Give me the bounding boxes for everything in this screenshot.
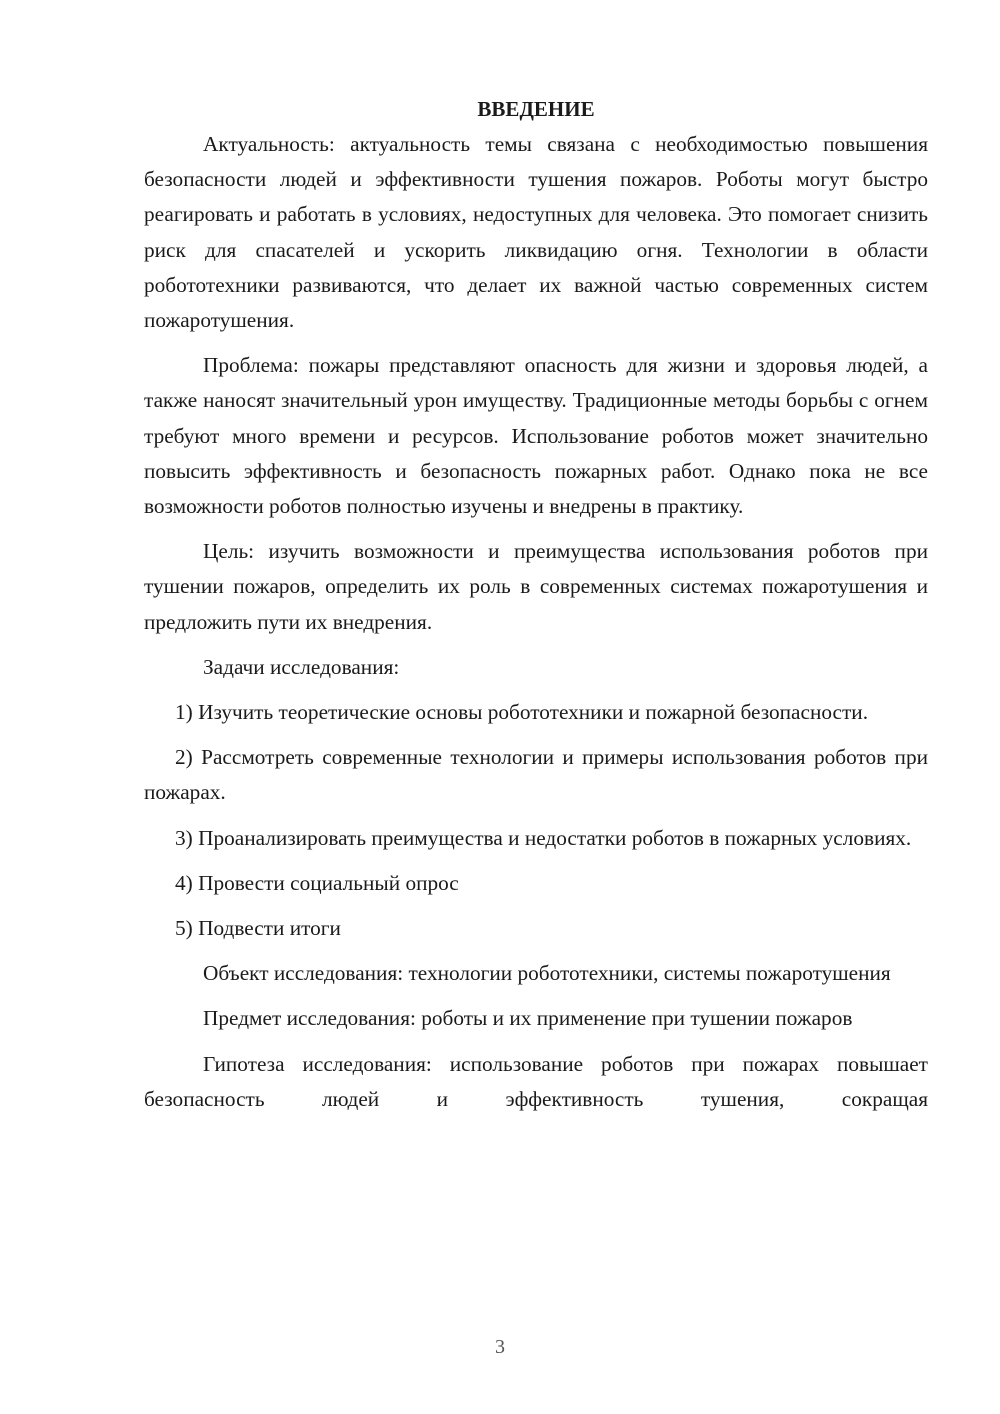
paragraph-subject: Предмет исследования: роботы и их применение при тушении пожаров bbox=[203, 1006, 853, 1031]
paragraph-object: Объект исследования: технологии робототехники, системы пожаротушения bbox=[203, 961, 891, 986]
task-item-3: 3) Проанализировать преимущества и недостатки роботов в пожарных условиях. bbox=[175, 825, 912, 850]
task-item-1: 1) Изучить теоретические основы робототехники и пожарной безопасности. bbox=[175, 700, 869, 725]
paragraph-goal: Цель: изучить возможности и преимущества использования роботов при тушении пожаров, определить их роль в современных системах пожаротушения и предложить пути их внедрения. bbox=[144, 539, 928, 634]
page-number: 3 bbox=[495, 1336, 505, 1358]
paragraph-problem: Проблема: пожары представляют опасность для жизни и здоровья людей, а также наносят значительный урон имуществу. Традиционные методы борьбы с огнем требуют много времени и ресурсов. Использование роботов может значительно повысить эффективность и безопасность пожарных работ. Однако пока не все возможности роботов полностью изучены и внедрены в практику. bbox=[144, 353, 928, 519]
paragraph-hypothesis: Гипотеза исследования: использование роботов при пожарах повышает безопасность людей и эффективность тушения, сокращая bbox=[144, 1051, 928, 1111]
paragraph-relevance: Актуальность: актуальность темы связана с необходимостью повышения безопасности людей и эффективности тушения пожаров. Роботы могут быстро реагировать и работать в условиях, недоступных для человека. Это помогает снизить риск для спасателей и ускорить ликвидацию огня. Технологии в области робототехники развиваются, что делает их важной частью современных систем пожаротушения. bbox=[144, 132, 928, 333]
task-item-5: 5) Подвести итоги bbox=[175, 916, 341, 941]
task-item-2: 2) Рассмотреть современные технологии и примеры использования роботов при пожарах. bbox=[144, 745, 928, 805]
task-item-4: 4) Провести социальный опрос bbox=[175, 870, 459, 895]
paragraph-tasks-heading: Задачи исследования: bbox=[203, 654, 400, 679]
section-title: ВВЕДЕНИЕ bbox=[477, 97, 595, 121]
document-page bbox=[144, 92, 928, 1127]
